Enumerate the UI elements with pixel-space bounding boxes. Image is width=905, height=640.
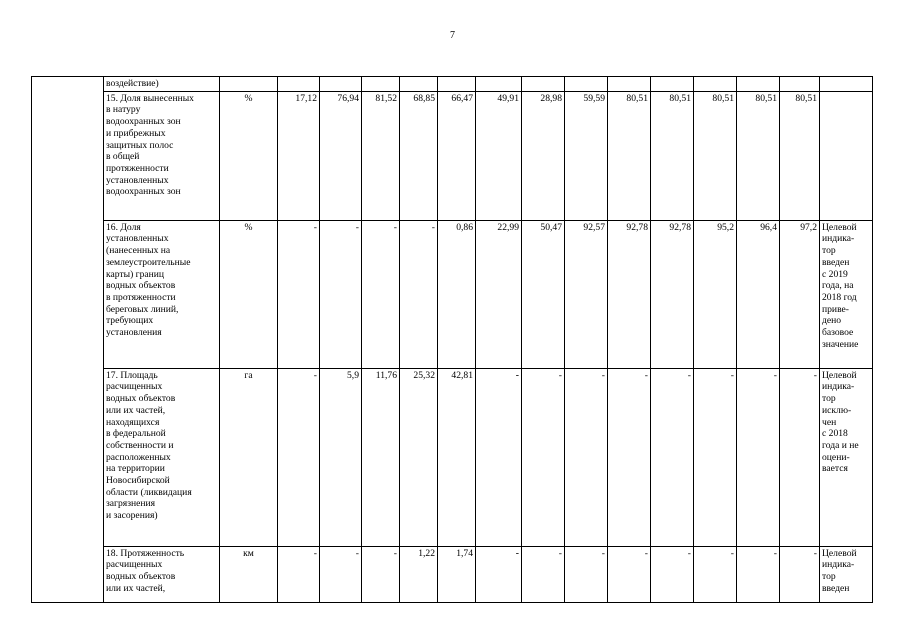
note-line: оцени- <box>822 451 850 463</box>
note-line: введен <box>822 582 850 594</box>
value-cell: - <box>400 220 438 368</box>
note-line: введен <box>822 256 850 268</box>
value-cell <box>820 77 873 92</box>
indicator-name-line: находящихся <box>106 416 160 428</box>
value-cell <box>362 77 400 92</box>
value-cell: - <box>565 368 608 546</box>
unit-cell: % <box>220 91 278 220</box>
value-cell: 0,86 <box>438 220 476 368</box>
indicator-name-cell <box>104 546 220 602</box>
value-cell: - <box>651 546 694 602</box>
indicator-name-line: в федеральной <box>106 428 166 440</box>
value-cell: - <box>608 368 651 546</box>
note-line: Целевой <box>822 369 857 381</box>
value-cell: 11,76 <box>362 368 400 546</box>
indicator-name-line: области (ликвидация <box>106 486 192 498</box>
value-cell: 17,12 <box>278 91 320 220</box>
value-cell: - <box>362 220 400 368</box>
value-cell: 76,94 <box>320 91 362 220</box>
indicator-name-line: в натуру <box>106 104 141 116</box>
value-cell: - <box>737 546 780 602</box>
indicator-name-line: 15. Доля вынесенных <box>106 92 194 104</box>
indicator-name-line: расчищенных <box>106 559 163 571</box>
value-cell: 59,59 <box>565 91 608 220</box>
value-cell <box>565 77 608 92</box>
value-cell: - <box>278 368 320 546</box>
value-cell: - <box>780 546 820 602</box>
note-cell <box>820 368 873 546</box>
indicator-name-line: водных объектов <box>106 571 176 583</box>
value-cell: - <box>278 546 320 602</box>
value-cell: - <box>278 220 320 368</box>
note-line: индика- <box>822 381 855 393</box>
value-cell: - <box>608 546 651 602</box>
table-row <box>32 368 873 546</box>
indicator-name-line: 17. Площадь <box>106 369 158 381</box>
indicator-name-line: протяженности <box>106 162 169 174</box>
indicator-name-cell <box>104 220 220 368</box>
value-cell: 80,51 <box>694 91 737 220</box>
value-cell: - <box>320 220 362 368</box>
indicator-name-line: собственности и <box>106 439 174 451</box>
value-cell: 80,51 <box>651 91 694 220</box>
value-cell <box>608 77 651 92</box>
value-cell: 22,99 <box>476 220 522 368</box>
indicator-name-line: береговых линий, <box>106 303 179 315</box>
indicator-name-line: установленных <box>106 233 169 245</box>
note-line: 2018 год <box>822 291 857 303</box>
value-cell: - <box>476 546 522 602</box>
note-line: дено <box>822 315 842 327</box>
value-cell <box>651 77 694 92</box>
indicator-name-line: водоохранных зон <box>106 186 181 198</box>
value-cell: 66,47 <box>438 91 476 220</box>
value-cell: 1,74 <box>438 546 476 602</box>
unit-cell: % <box>220 220 278 368</box>
value-cell: 96,4 <box>737 220 780 368</box>
value-cell: 25,32 <box>400 368 438 546</box>
value-cell: 42,81 <box>438 368 476 546</box>
value-cell: - <box>522 368 565 546</box>
value-cell: - <box>780 368 820 546</box>
value-cell: 81,52 <box>362 91 400 220</box>
value-cell: 28,98 <box>522 91 565 220</box>
note-line: приве- <box>822 303 849 315</box>
value-cell: 80,51 <box>737 91 780 220</box>
note-line: тор <box>822 393 836 405</box>
indicator-name-line: требующих <box>106 315 154 327</box>
unit-cell: км <box>220 546 278 602</box>
note-line: тор <box>822 571 836 583</box>
indicator-name-line: 18. Протяженность <box>106 547 185 559</box>
value-cell <box>438 77 476 92</box>
value-cell <box>476 77 522 92</box>
indicator-name-line: и засорения) <box>106 510 158 522</box>
value-cell: - <box>476 368 522 546</box>
value-cell: 68,85 <box>400 91 438 220</box>
indicator-name-line: установления <box>106 327 162 339</box>
value-cell <box>737 77 780 92</box>
indicator-name-line: установленных <box>106 174 169 186</box>
indicator-name-line: защитных полос <box>106 139 174 151</box>
value-cell: - <box>522 546 565 602</box>
table-row <box>32 546 873 602</box>
value-cell: 97,2 <box>780 220 820 368</box>
note-line: года, на <box>822 280 854 292</box>
value-cell <box>400 77 438 92</box>
indicators-table <box>31 76 873 603</box>
note-line: с 2019 <box>822 268 848 280</box>
indicator-name-line: или их частей, <box>106 404 166 416</box>
indicator-name-line: и прибрежных <box>106 127 166 139</box>
table-row <box>32 91 873 220</box>
indicator-name-line: 16. Доля <box>106 221 141 233</box>
note-line: Целевой <box>822 221 857 233</box>
value-cell: - <box>737 368 780 546</box>
indicator-name-cell <box>104 368 220 546</box>
note-line: индика- <box>822 233 855 245</box>
value-cell: 95,2 <box>694 220 737 368</box>
table-row <box>32 220 873 368</box>
note-line: исклю- <box>822 404 852 416</box>
value-cell: - <box>320 546 362 602</box>
indicator-name-cell <box>104 91 220 220</box>
indicator-name-line: загрязнения <box>106 498 156 510</box>
value-cell: - <box>651 368 694 546</box>
value-cell <box>278 77 320 92</box>
indicator-name-line: расположенных <box>106 451 171 463</box>
value-cell: - <box>694 368 737 546</box>
value-cell: 92,78 <box>651 220 694 368</box>
value-cell: 80,51 <box>608 91 651 220</box>
indicator-name-line: расчищенных <box>106 381 163 393</box>
value-cell: 5,9 <box>320 368 362 546</box>
note-cell <box>820 220 873 368</box>
indicator-name-line: водных объектов <box>106 393 176 405</box>
indicator-name-line: на территории <box>106 463 165 475</box>
value-cell <box>522 77 565 92</box>
indicator-name-line: в протяженности <box>106 291 176 303</box>
value-cell: 49,91 <box>476 91 522 220</box>
blank-left-column <box>32 77 104 603</box>
indicator-name-line: водоохранных зон <box>106 116 181 128</box>
note-line: с 2018 <box>822 428 848 440</box>
note-line: значение <box>822 338 859 350</box>
value-cell <box>320 77 362 92</box>
note-line: базовое <box>822 327 854 339</box>
unit-cell: га <box>220 368 278 546</box>
value-cell: 1,22 <box>400 546 438 602</box>
note-line: вается <box>822 463 848 475</box>
value-cell: - <box>362 546 400 602</box>
indicator-name-cell <box>104 77 220 92</box>
indicator-name-line: водных объектов <box>106 280 176 292</box>
table-row <box>32 77 873 92</box>
note-line: Целевой <box>822 547 857 559</box>
value-cell: - <box>694 546 737 602</box>
note-line: года и не <box>822 439 859 451</box>
indicator-name-line: землеустроительные <box>106 256 191 268</box>
value-cell <box>694 77 737 92</box>
page-number: 7 <box>450 30 455 41</box>
value-cell: 50,47 <box>522 220 565 368</box>
note-line: тор <box>822 245 836 257</box>
value-cell: - <box>565 546 608 602</box>
unit-cell <box>220 77 278 92</box>
value-cell <box>820 91 873 220</box>
indicator-name-line: или их частей, <box>106 582 166 594</box>
indicator-name-line: воздействие) <box>106 78 159 89</box>
note-line: индика- <box>822 559 855 571</box>
value-cell <box>780 77 820 92</box>
value-cell: 80,51 <box>780 91 820 220</box>
indicator-name-line: в общей <box>106 151 140 163</box>
note-cell <box>820 546 873 602</box>
indicator-name-line: (нанесенных на <box>106 245 171 257</box>
value-cell: 92,57 <box>565 220 608 368</box>
table-body <box>32 77 873 603</box>
note-line: чен <box>822 416 837 428</box>
indicator-name-line: Новосибирской <box>106 475 170 487</box>
indicator-name-line: карты) границ <box>106 268 165 280</box>
value-cell: 92,78 <box>608 220 651 368</box>
